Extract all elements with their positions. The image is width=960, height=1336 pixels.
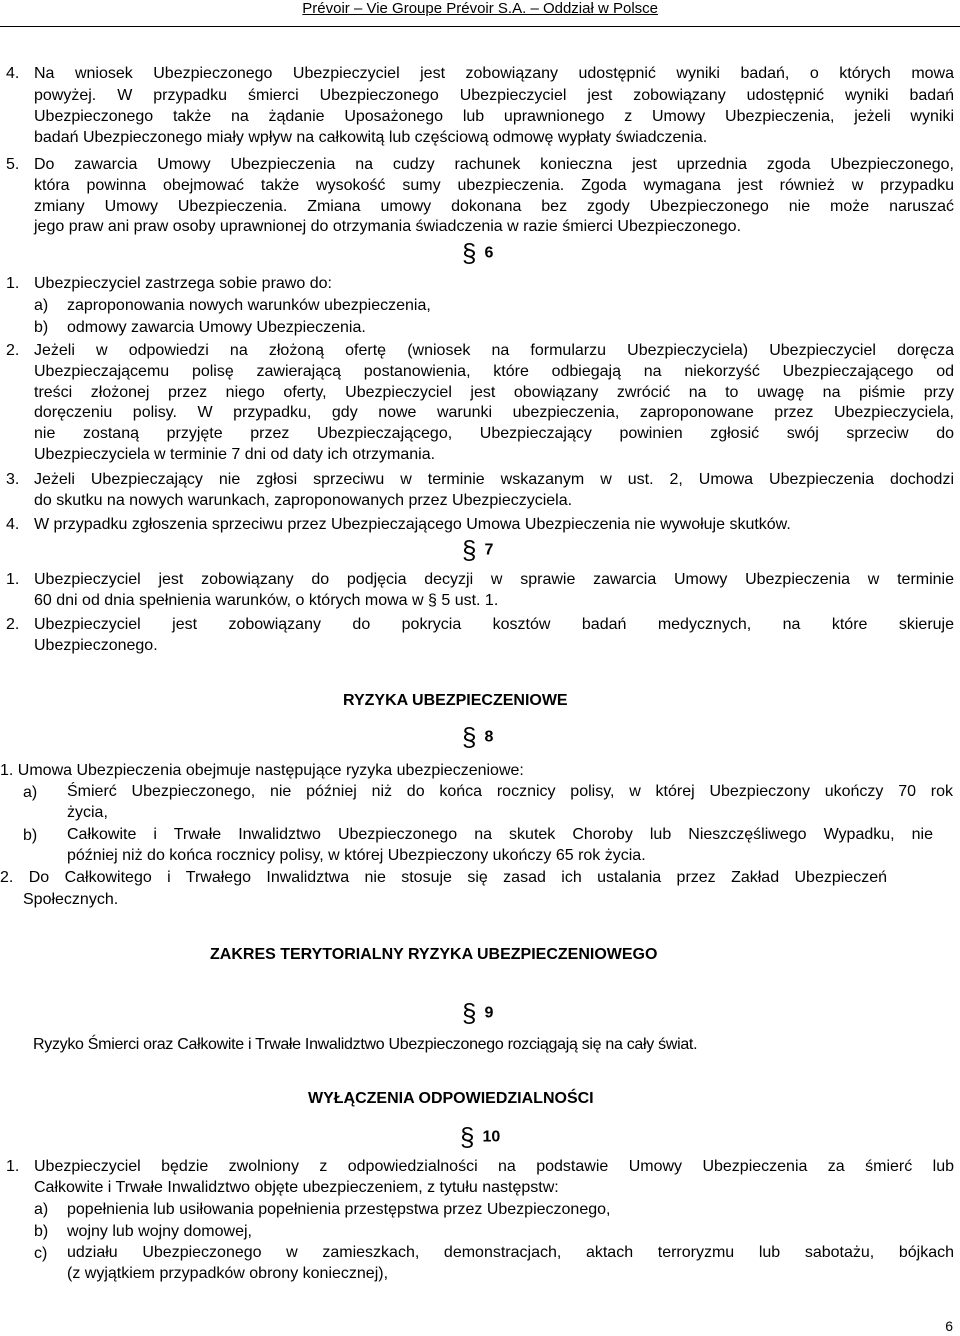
- s7p1-paragraph: [34, 570, 954, 612]
- s8p1-item-letter: b): [23, 827, 38, 844]
- section-8-heading: [462, 722, 493, 753]
- s6p1-item-letter: a): [34, 297, 49, 314]
- s10p1-paragraph: [34, 1157, 954, 1199]
- s10p1-item-letter: c): [34, 1245, 48, 1262]
- s6p2-line: Jeżeli w odpowiedzi na złożoną ofertę (wniosek na formularzu Ubezpieczyciela) Ubezpieczyciel doręcza: [34, 342, 954, 359]
- section-number: 8: [484, 728, 494, 746]
- header-rule: [0, 26, 960, 27]
- s7p1-line: 60 dni od dnia spełnienia warunków, o których mowa w § 5 ust. 1.: [34, 591, 499, 609]
- section-number: 9: [484, 1004, 494, 1022]
- p4-line: powyżej. W przypadku śmierci Ubezpieczonego Ubezpieczyciel jest zobowiązany udostępnić wyniki badań: [34, 87, 954, 104]
- s10p1-line: Ubezpieczyciel będzie zwolniony z odpowiedzialności na podstawie Umowy Ubezpieczenia za śmierć lub: [34, 1158, 954, 1175]
- s7p2-number: 2.: [6, 616, 20, 633]
- s6p2-line: nie zostaną przyjęte przez Ubezpieczającego, Ubezpieczający powinien zgłosić swój sprzeciw do: [34, 425, 954, 443]
- s6p3-paragraph: [34, 470, 954, 512]
- p5-line: zmiany Umowy Ubezpieczenia. Zmiana umowy dokonana bez zgody Ubezpieczonego nie może naruszać: [34, 197, 954, 215]
- section-10-heading: [460, 1122, 500, 1153]
- p5-number: 5.: [6, 156, 20, 173]
- s7p1-line: Ubezpieczyciel jest zobowiązany do podjęcia decyzji w sprawie zawarcia Umowy Ubezpieczenia w terminie: [34, 571, 954, 588]
- s8p1-item-line: Śmierć Ubezpieczonego, nie później niż do końca rocznicy polisy, w której Ubezpieczony ukończy 70 rok: [67, 783, 953, 800]
- s6p4-paragraph: [34, 515, 954, 536]
- p5-line: jego praw ani praw osoby uprawnionej do otrzymania świadczenia w razie śmierci Ubezpieczonego.: [34, 218, 742, 236]
- s6p3-line: do skutku na nowych warunkach, zaproponowanych przez Ubezpieczyciela.: [34, 491, 573, 509]
- section-sign-icon: §: [462, 722, 477, 752]
- s6p1-number: 1.: [6, 275, 20, 292]
- s10p1-number: 1.: [6, 1158, 20, 1175]
- s10p1-item-letter: b): [34, 1223, 49, 1240]
- p5-line: która powinna obejmować także wysokość sumy ubezpieczenia. Zgoda wymagana jest również w przypadku: [34, 176, 954, 194]
- s7p2-line: Ubezpieczonego.: [34, 636, 158, 654]
- s10p1-item-text: wojny lub wojny domowej,: [67, 1223, 252, 1240]
- s9-paragraph: Ryzyko Śmierci oraz Całkowite i Trwałe Inwalidztwo Ubezpieczonego rozciągają się na cały świat.: [33, 1036, 698, 1053]
- p4-number: 4.: [6, 65, 20, 82]
- section-sign-icon: §: [462, 238, 477, 268]
- s6p2-line: Ubezpieczyciela w terminie 7 dni od daty ich otrzymania.: [34, 445, 436, 463]
- heading-risks: RYZYKA UBEZPIECZENIOWE: [343, 692, 568, 709]
- s8p1-item-line: później niż do końca rocznicy polisy, w której Ubezpieczony ukończy 65 rok życia.: [67, 846, 646, 864]
- page-number: 6: [945, 1318, 953, 1334]
- s8p2-paragraph: [0, 868, 887, 889]
- s7p2-paragraph: [34, 615, 954, 657]
- section-sign-icon: §: [460, 1122, 475, 1152]
- p4-line: Ubezpieczonego także na żądanie Uposażonego lub uprawnionego z Umowy Ubezpieczenia, jeżeli wyniki: [34, 107, 954, 125]
- s6p1-item-letter: b): [34, 319, 49, 336]
- s6p2-line: doręczeniu polisy. W przypadku, gdy nowe warunki ubezpieczenia, zaproponowane przez Ubezpieczyciela,: [34, 404, 954, 422]
- s10p1-item-line: (z wyjątkiem przypadków obrony koniecznej),: [67, 1264, 389, 1282]
- s6p4-line: W przypadku zgłoszenia sprzeciwu przez Ubezpieczającego Umowa Ubezpieczenia nie wywołuje skutków.: [34, 516, 791, 533]
- section-6-heading: [462, 238, 493, 269]
- s8p1-item-b: [67, 825, 933, 867]
- s8p1-item-line: życia,: [67, 803, 108, 821]
- p4-line: Na wniosek Ubezpieczonego Ubezpieczyciel jest zobowiązany udostępnić wyniki badań, o których mowa: [34, 65, 954, 82]
- s6p2-number: 2.: [6, 342, 20, 359]
- s6p1-item-text: zaproponowania nowych warunków ubezpieczenia,: [67, 297, 431, 314]
- p5-paragraph: [34, 155, 954, 238]
- section-number: 10: [482, 1128, 501, 1146]
- s10p1-item-c: [67, 1243, 954, 1285]
- section-9-heading: [462, 998, 493, 1029]
- s10p1-item-line: udziału Ubezpieczonego w zamieszkach, demonstracjach, aktach terroryzmu lub sabotażu, bójkach: [67, 1244, 954, 1261]
- heading-territory: ZAKRES TERYTORIALNY RYZYKA UBEZPIECZENIOWEGO: [210, 946, 658, 963]
- s10p1-item-letter: a): [34, 1201, 49, 1218]
- s8p1-item-letter: a): [23, 784, 38, 801]
- section-sign-icon: §: [462, 535, 477, 565]
- p5-line: Do zawarcia Umowy Ubezpieczenia na cudzy rachunek konieczna jest uprzednia zgoda Ubezpieczonego,: [34, 156, 954, 173]
- s6p2-paragraph: [34, 341, 954, 466]
- s10p1-item-text: popełnienia lub usiłowania popełnienia przestępstwa przez Ubezpieczonego,: [67, 1201, 611, 1218]
- s10p1-line: Całkowite i Trwałe Inwalidztwo objęte ubezpieczeniem, z tytułu następstw:: [34, 1178, 559, 1196]
- s6p2-line: treści złożonej przez niego oferty, Ubezpieczyciel jest obowiązany zwrócić na to uwagę na piśmie przy: [34, 383, 954, 401]
- section-number: 7: [484, 541, 494, 559]
- s6p3-number: 3.: [6, 471, 20, 488]
- s7p1-number: 1.: [6, 571, 20, 588]
- section-7-heading: [462, 535, 493, 566]
- p4-line: badań Ubezpieczonego miały wpływ na całkowitą lub częściową odmowę wypłaty świadczenia.: [34, 128, 708, 146]
- s8p1-item-line: Całkowite i Trwałe Inwalidztwo Ubezpieczonego na skutek Choroby lub Nieszczęśliwego Wypadku, nie: [67, 826, 933, 843]
- s8p1-item-a: [67, 782, 953, 824]
- s7p2-line: Ubezpieczyciel jest zobowiązany do pokrycia kosztów badań medycznych, na które skieruje: [34, 616, 954, 633]
- s6p1-text: Ubezpieczyciel zastrzega sobie prawo do:: [34, 275, 332, 292]
- page-header: Prévoir – Vie Groupe Prévoir S.A. – Oddział w Polsce: [302, 0, 658, 17]
- section-number: 6: [484, 244, 494, 262]
- s6p1-item-text: odmowy zawarcia Umowy Ubezpieczenia.: [67, 319, 366, 336]
- heading-exclusions: WYŁĄCZENIA ODPOWIEDZIALNOŚCI: [308, 1090, 594, 1107]
- p4-paragraph: [34, 64, 954, 85]
- s6p3-line: Jeżeli Ubezpieczający nie zgłosi sprzeciwu w terminie wskazanym w ust. 2, Umowa Ubezpieczenia dochodzi: [34, 471, 954, 488]
- s8p2-line: Społecznych.: [23, 891, 119, 908]
- section-sign-icon: §: [462, 998, 477, 1028]
- p4-paragraph-cont: [34, 86, 954, 148]
- s8p2-line: 2. Do Całkowitego i Trwałego Inwalidztwa nie stosuje się zasad ich ustalania przez Zakład Ubezpieczeń: [0, 869, 887, 886]
- s8p1-text: 1. Umowa Ubezpieczenia obejmuje następujące ryzyka ubezpieczeniowe:: [0, 762, 524, 779]
- s6p2-line: Ubezpieczającemu polisę zawierającą postanowienia, które odbiegają na niekorzyść Ubezpieczającego od: [34, 362, 954, 380]
- s6p4-number: 4.: [6, 516, 20, 533]
